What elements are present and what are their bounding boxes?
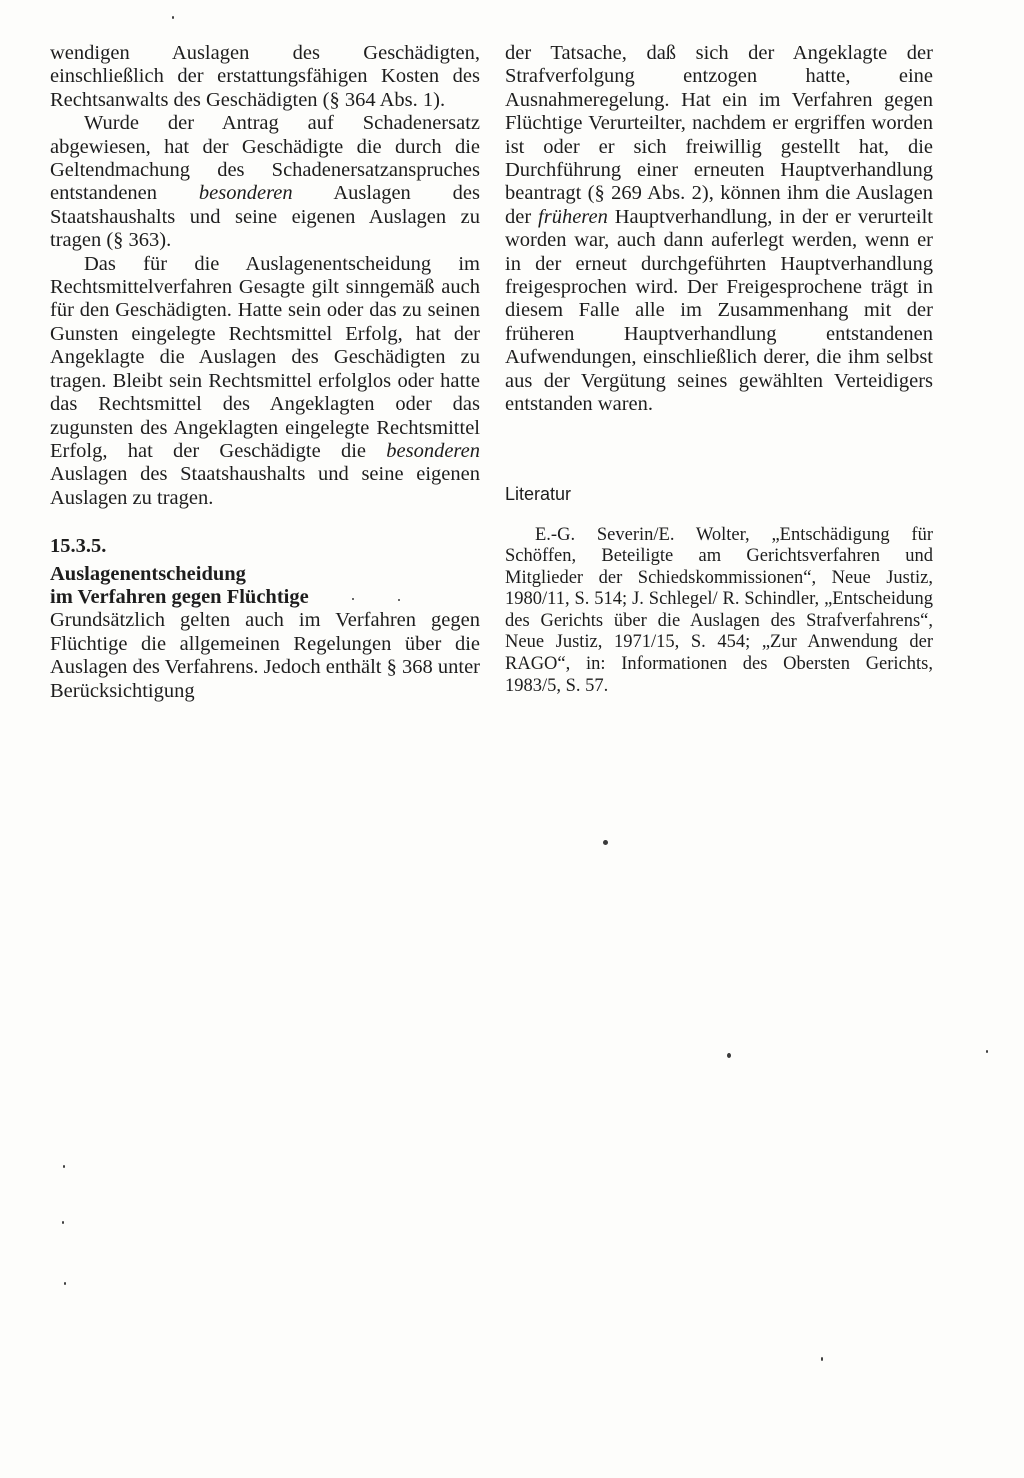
literature-entry: E.-G. Severin/E. Wolter, „Entschädigung für Schöffen, Beteiligte am Gerichtsverfahren und Mitglieder der Schiedskommissionen“, Neue Justiz, 1980/11, S. 514; J. Schlegel/ R. Schindler, „Entscheidung des Gerichts über die Auslagen des Strafverfahrens“, Neue Justiz, 1971/15, S. 454; „Zur Anwendung der RAGO“, in: Informationen des Obersten Gerichts, 1983/5, S. 57. <box>505 524 933 696</box>
left-column <box>50 42 480 703</box>
paragraph-expenses-continuation <box>50 42 480 112</box>
scan-speck <box>63 1165 65 1168</box>
scan-speck <box>64 1282 66 1285</box>
section-title-line-1: Auslagenentscheidung <box>50 562 246 585</box>
right-column <box>505 42 933 697</box>
paragraph-text: Grundsätzlich gelten auch im Verfahren gegen Flüchtige die allgemeinen Regelungen über die Auslagen des Verfahrens. Jedoch enthält § 368 unter Berücksichtigung <box>50 609 480 702</box>
section-heading <box>50 535 480 609</box>
scan-speck <box>398 599 400 601</box>
scan-speck <box>62 1221 64 1224</box>
paragraph-text: Wurde der Antrag auf Schadenersatz abgewiesen, hat der Geschädigte die durch die Geltendmachung des Schadenersatzanspruches entstandenen <box>50 112 480 205</box>
scan-speck <box>352 598 354 600</box>
paragraph-text: der Tatsache, daß sich der Angeklagte der Strafverfolgung entzogen hatte, eine Ausnahmeregelung. Hat ein im Verfahren gegen Flüchtige Verurteilter, nachdem er ergriffen worden ist oder er sich freiwillig gestellt hat, die Durchführung einer erneuten Hauptverhandlung beantragt (§ 269 Abs. 2), können ihm die Auslagen der <box>505 42 933 228</box>
paragraph-text: Das für die Auslagenentscheidung im Rechtsmittelverfahren Gesagte gilt sinngemäß auch für den Geschädigten. Hatte sein oder das zu seinen Gunsten eingelegte Rechtsmittel Erfolg, hat der Angeklagte die Auslagen des Geschädigten zu tragen. Bleibt sein Rechtsmittel erfolglos oder hatte das Rechtsmittel des Angeklagten oder das zugunsten des Angeklagten eingelegte Rechtsmittel Erfolg, hat der Geschädigte die <box>50 252 480 462</box>
scan-speck <box>603 840 608 845</box>
paragraph-damages-rejected <box>50 112 480 252</box>
paragraph-fugitives <box>50 609 480 703</box>
emphasis-text: besonderen <box>386 439 480 462</box>
section-number: 15.3.5. <box>50 535 107 558</box>
paragraph-text: Auslagen des Staatshaushalts und seine eigenen Auslagen zu tragen (§ 363). <box>50 182 481 252</box>
paragraph-text: wendigen Auslagen des Geschädigten, einschließlich der erstattungsfähigen Kosten des Rechtsanwalts des Geschädigten (§ 364 Abs. 1). <box>50 42 480 111</box>
emphasis-text: früheren <box>538 205 608 228</box>
emphasis-text: besonderen <box>198 182 293 205</box>
literature-list <box>505 525 933 698</box>
paragraph-text: Auslagen des Staatshaushalts und seine eigenen Auslagen zu tragen. <box>50 463 480 509</box>
section-title-line-2: im Verfahren gegen Flüchtige <box>50 585 309 608</box>
scan-speck <box>986 1050 988 1053</box>
paragraph-text: Hauptverhandlung, in der er verurteilt worden war, auch dann auferlegt werden, wenn er in der erneut durchgeführten Hauptverhandlung freigesprochen wird. Der Freigesprochene trägt in diesem Falle alle im Zusammenhang mit der früheren Hauptverhandlung entstandenen Aufwendungen, einschließlich derer, die ihm selbst aus der Vergütung seines gewählten Verteidigers entstanden waren. <box>505 205 933 416</box>
scan-speck <box>172 16 174 19</box>
literature-heading: Literatur <box>505 483 572 504</box>
scan-speck <box>821 1357 823 1361</box>
paragraph-exception-rule <box>505 42 933 417</box>
paragraph-appeal-proceedings <box>50 253 480 510</box>
scan-speck <box>727 1053 731 1058</box>
